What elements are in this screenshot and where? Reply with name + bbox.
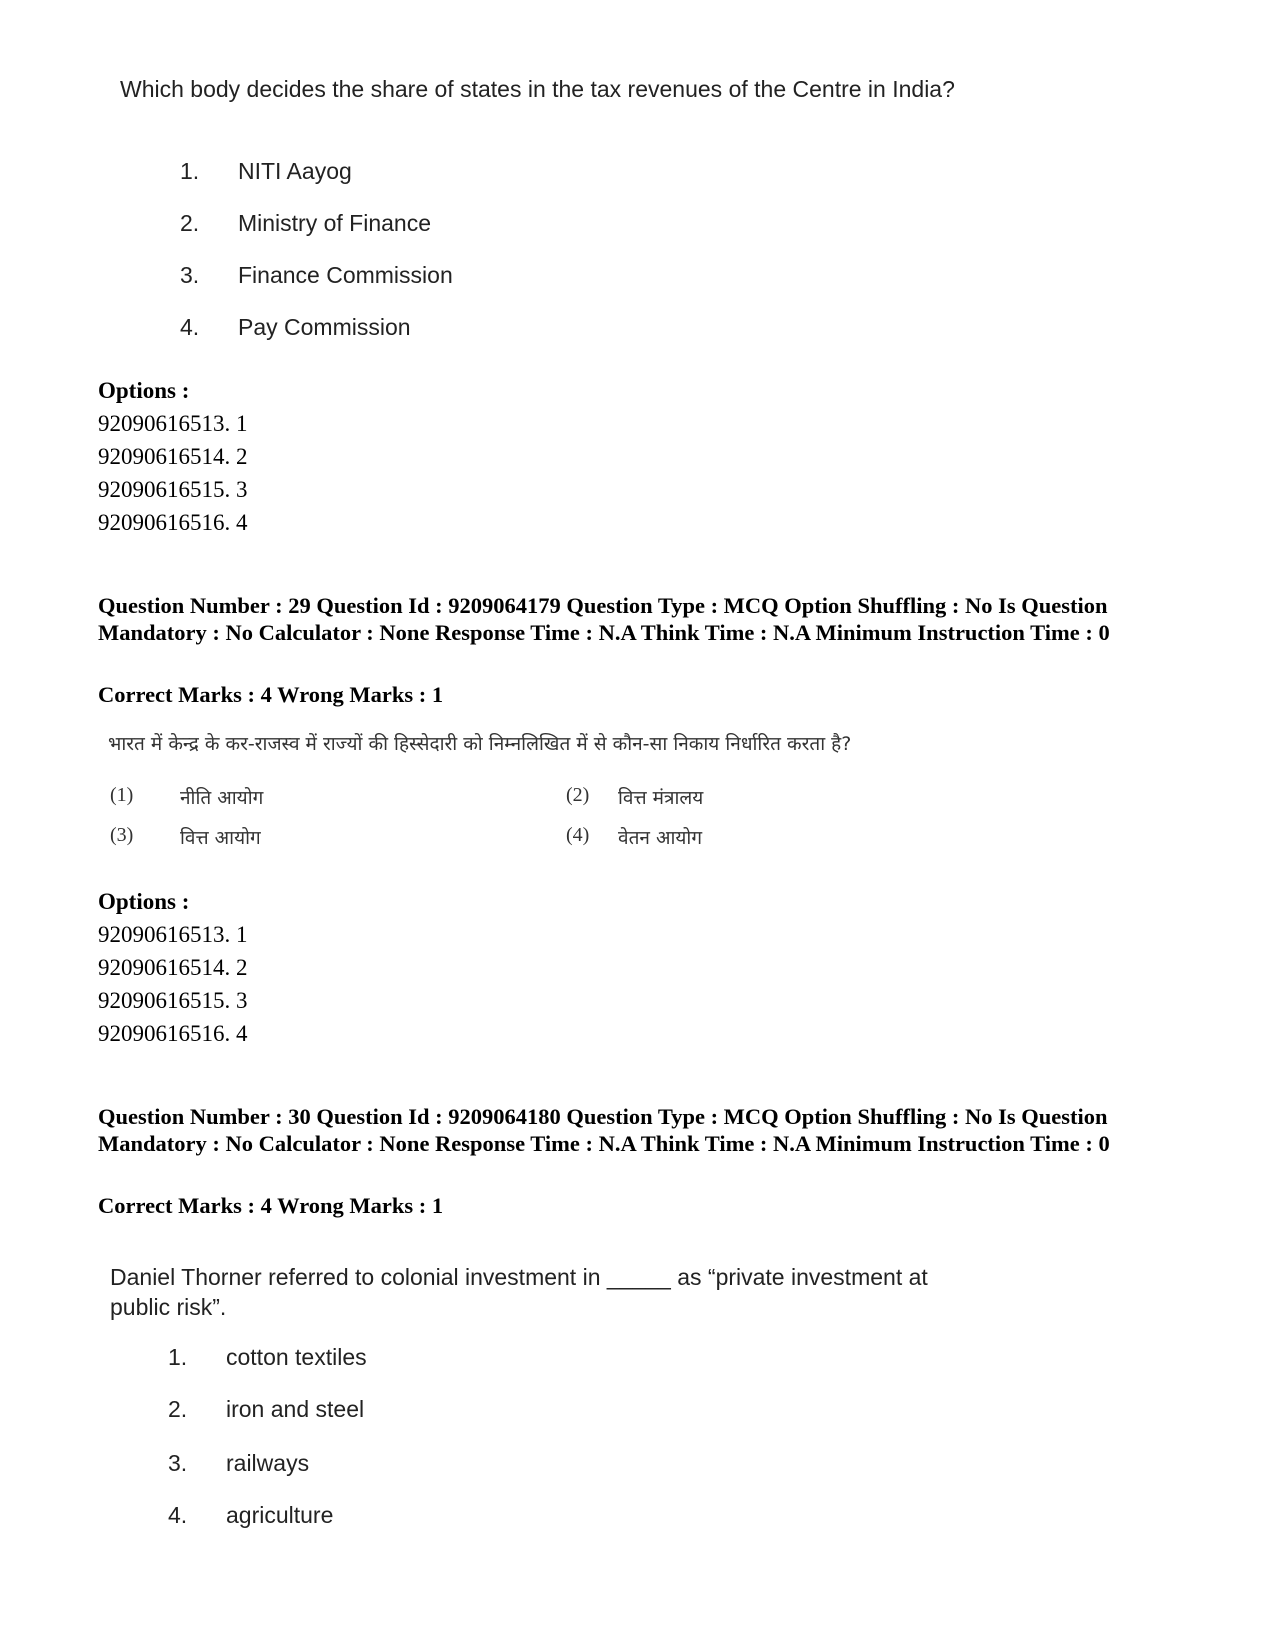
- option-id-1: 92090616513. 1: [98, 922, 248, 947]
- q29-meta: Question Number : 29 Question Id : 9209064179 Question Type : MCQ Option Shuffling : No Is Question Mandatory : No Calculator : None Response Time : N.A Think Time : N.A Minimum Instruction Time : 0: [98, 593, 1110, 645]
- choice-text: cotton textiles: [226, 1344, 367, 1370]
- q30-question-text: Daniel Thorner referred to colonial investment in _____ as “private investment at public risk”.: [110, 1264, 928, 1320]
- q29-hindi-choice-4: [566, 824, 703, 849]
- choice-text: वेतन आयोग: [618, 827, 703, 849]
- choice-text: वित्त आयोग: [180, 827, 261, 849]
- choice-text: Ministry of Finance: [238, 210, 432, 236]
- option-id-2: 92090616514. 2: [98, 444, 248, 469]
- q29-hindi-choice-3: [110, 824, 261, 849]
- choice-text: NITI Aayog: [238, 158, 352, 184]
- choice-number: 4.: [180, 314, 200, 340]
- choice-text: Finance Commission: [238, 262, 453, 288]
- choice-text: railways: [226, 1450, 310, 1476]
- choice-number: 4.: [168, 1502, 188, 1528]
- q28-question-text: Which body decides the share of states in the tax revenues of the Centre in India?: [120, 76, 955, 102]
- q30-marks: Correct Marks : 4 Wrong Marks : 1: [98, 1193, 444, 1218]
- q29-marks: Correct Marks : 4 Wrong Marks : 1: [98, 682, 444, 707]
- options-label: Options :: [98, 378, 190, 403]
- choice-number: 1.: [168, 1344, 188, 1370]
- option-id-4: 92090616516. 4: [98, 1021, 248, 1046]
- option-id-3: 92090616515. 3: [98, 477, 248, 502]
- choice-number: 2.: [180, 210, 200, 236]
- choice-number: 3.: [168, 1450, 188, 1476]
- q30-meta: Question Number : 30 Question Id : 9209064180 Question Type : MCQ Option Shuffling : No Is Question Mandatory : No Calculator : None Response Time : N.A Think Time : N.A Minimum Instruction Time : 0: [98, 1104, 1110, 1156]
- options-label: Options :: [98, 889, 190, 914]
- choice-number: (2): [566, 784, 590, 806]
- q29-hindi-choice-2: [566, 784, 704, 809]
- option-id-2: 92090616514. 2: [98, 955, 248, 980]
- choice-number: 1.: [180, 158, 200, 184]
- choice-number: 3.: [180, 262, 200, 288]
- choice-text: नीति आयोग: [180, 787, 264, 809]
- q29-options-block: [98, 885, 248, 1050]
- choice-text: वित्त मंत्रालय: [618, 787, 704, 809]
- choice-number: (3): [110, 824, 134, 846]
- choice-text: iron and steel: [226, 1396, 365, 1422]
- q29-hindi-choice-1: [110, 784, 264, 809]
- choice-number: (4): [566, 824, 590, 846]
- q29-hindi-question: भारत में केन्द्र के कर-राजस्व में राज्यों की हिस्सेदारी को निम्नलिखित में से कौन-सा निकाय निर्धारित करता है?: [108, 733, 852, 755]
- option-id-3: 92090616515. 3: [98, 988, 248, 1013]
- option-id-1: 92090616513. 1: [98, 411, 248, 436]
- choice-text: Pay Commission: [238, 314, 411, 340]
- choice-number: 2.: [168, 1396, 188, 1422]
- choice-text: agriculture: [226, 1502, 334, 1528]
- option-id-4: 92090616516. 4: [98, 510, 248, 535]
- choice-number: (1): [110, 784, 134, 806]
- q28-options-block: [98, 374, 248, 539]
